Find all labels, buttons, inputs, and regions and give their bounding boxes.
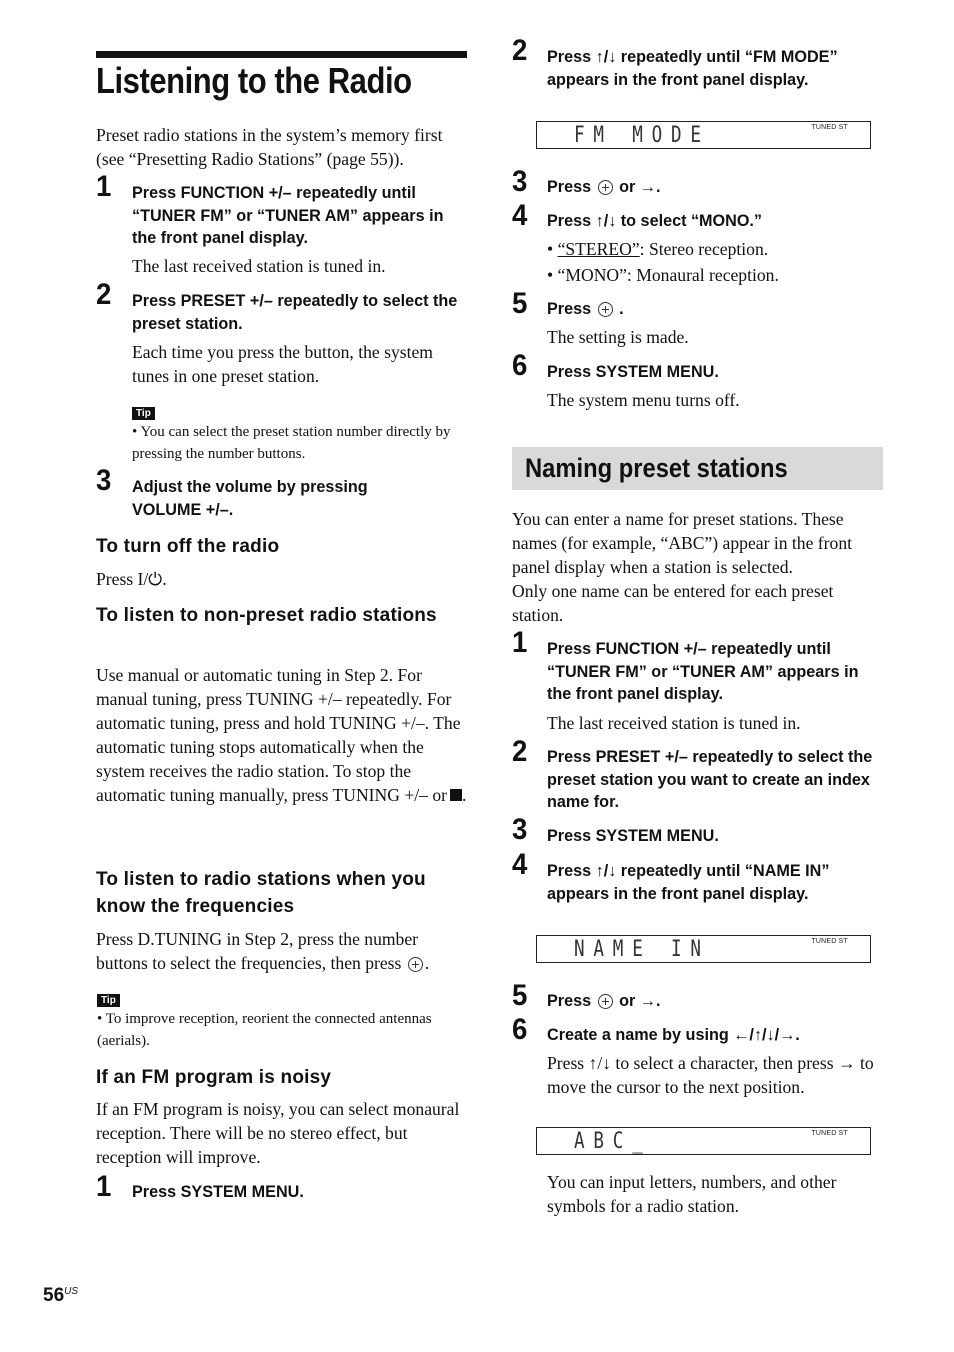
- stereo-default-label: “STEREO”: [557, 239, 640, 259]
- lcd-display: [536, 121, 871, 149]
- enter-button-icon: [408, 957, 423, 972]
- subheading-non-preset: To listen to non-preset radio stations: [96, 605, 437, 626]
- enter-button-icon: [598, 180, 613, 195]
- step-number: 3: [512, 813, 528, 846]
- step-instruction: Press SYSTEM MENU.: [547, 827, 719, 845]
- enter-button-icon: [598, 994, 613, 1009]
- closing-text: You can input letters, numbers, and other symbols for a radio station.: [547, 1172, 837, 1216]
- page-number-value: 56: [43, 1285, 65, 1306]
- step-note: The system menu turns off.: [547, 390, 740, 410]
- lcd-display: [536, 935, 871, 963]
- intro-text: Preset radio stations in the system’s memory first (see “Presetting Radio Stations” (page 55)).: [96, 125, 443, 169]
- step-number: 5: [512, 287, 528, 320]
- tip-badge: Tip: [132, 407, 155, 420]
- step-note: Each time you press the button, the system tunes in one preset station.: [132, 342, 433, 386]
- step-instruction: Press ↑/↓ repeatedly until “NAME IN” appears in the front panel display.: [547, 862, 830, 903]
- option-mono: • “MONO”: Monaural reception.: [547, 265, 779, 285]
- step-instruction: [547, 298, 867, 321]
- step-instruction: Press ↑/↓ repeatedly until “FM MODE” appears in the front panel display.: [547, 48, 838, 89]
- step-instruction: Press FUNCTION +/– repeatedly until “TUNER FM” or “TUNER AM” appears in the front panel display.: [132, 184, 444, 247]
- step-number: 6: [512, 1013, 528, 1046]
- step-number: 1: [96, 1170, 112, 1203]
- lcd-text: NAME IN: [574, 937, 710, 962]
- step-instruction: Press PRESET +/– repeatedly to select the preset station.: [132, 292, 458, 333]
- tip-text: • To improve reception, reorient the connected antennas (aerials).: [97, 1011, 432, 1049]
- page-title: Listening to the Radio: [96, 60, 412, 101]
- step-text-pre: Press: [547, 178, 592, 196]
- non-preset-body: Use manual or automatic tuning in Step 2. For manual tuning, press TUNING +/– repeatedly. For automatic tuning, press and hold TUNING +/–. The automatic tuning stops automatically when the system receives the radio station. To stop the automatic tuning manually, press TUNING +/– or: [96, 665, 461, 805]
- step-number: 2: [512, 735, 528, 768]
- subheading-turn-off: To turn off the radio: [96, 536, 280, 557]
- step-number: 3: [96, 464, 112, 497]
- section-intro-2: Only one name can be entered for each preset station.: [512, 581, 834, 625]
- turn-off-text: Press I/⏻.: [96, 569, 167, 589]
- step-instruction: [547, 176, 867, 199]
- step-text-post: or →.: [619, 178, 661, 196]
- step-number: 1: [96, 170, 112, 203]
- step-text-pre: Press: [547, 300, 592, 318]
- know-freq-text: Press D.TUNING in Step 2, press the number buttons to select the frequencies, then press .: [96, 929, 430, 973]
- step-number: 3: [512, 165, 528, 198]
- step-instruction: [547, 990, 867, 1013]
- step-number: 4: [512, 848, 528, 881]
- option-stereo: • “STEREO”: Stereo reception.: [547, 239, 769, 259]
- title-rule: [96, 51, 467, 58]
- subheading-noisy: If an FM program is noisy: [96, 1067, 332, 1088]
- lcd-indicator: TUNED ST: [811, 124, 848, 131]
- step-number: 6: [512, 349, 528, 382]
- step-instruction: Press SYSTEM MENU.: [547, 363, 719, 381]
- step-text-pre: Press: [547, 992, 592, 1010]
- lcd-indicator: TUNED ST: [811, 938, 848, 945]
- step-instruction: Adjust the volume by pressing VOLUME +/–.: [132, 478, 368, 519]
- step-note: Press ↑/↓ to select a character, then press → to move the cursor to the next position.: [547, 1053, 874, 1097]
- lcd-display: [536, 1127, 871, 1155]
- tip-text: • You can select the preset station number directly by pressing the number buttons.: [132, 424, 451, 462]
- step-text-post: .: [619, 300, 624, 318]
- step-instruction: Press ↑/↓ to select “MONO.”: [547, 212, 762, 230]
- know-freq-body: Press D.TUNING in Step 2, press the number buttons to select the frequencies, then press: [96, 929, 419, 973]
- step-number: 2: [96, 278, 112, 311]
- step-note: The last received station is tuned in.: [547, 713, 801, 733]
- stereo-desc: : Stereo reception.: [639, 239, 769, 259]
- noisy-text: If an FM program is noisy, you can select monaural reception. There will be no stereo effect, but reception will improve.: [96, 1099, 460, 1167]
- enter-button-icon: [598, 302, 613, 317]
- subheading-know-freq: To listen to radio stations when you know the frequencies: [96, 869, 426, 917]
- lcd-indicator: TUNED ST: [811, 1130, 848, 1137]
- step-instruction: Press SYSTEM MENU.: [132, 1183, 304, 1201]
- lcd-text: ABC_: [574, 1129, 652, 1154]
- step-number: 2: [512, 34, 528, 67]
- step-instruction: Press FUNCTION +/– repeatedly until “TUNER FM” or “TUNER AM” appears in the front panel display.: [547, 640, 859, 703]
- section-intro: You can enter a name for preset stations. These names (for example, “ABC”) appear in the front panel display when a station is selected.: [512, 509, 853, 577]
- tip-badge: Tip: [97, 994, 120, 1007]
- page-suffix: US: [64, 1286, 79, 1297]
- step-instruction: Press PRESET +/– repeatedly to select the preset station you want to create an index name for.: [547, 748, 873, 811]
- step-note: The setting is made.: [547, 327, 689, 347]
- non-preset-text: Use manual or automatic tuning in Step 2. For manual tuning, press TUNING +/– repeatedly. For automatic tuning, press and hold TUNING +/–. The automatic tuning stops automatically when the system receives the radio station. To stop the automatic tuning manually, press TUNING +/– or .: [96, 665, 467, 805]
- step-instruction: Create a name by using ←/↑/↓/→.: [547, 1026, 800, 1044]
- step-number: 5: [512, 979, 528, 1012]
- stop-icon: [450, 789, 462, 801]
- step-text-post: or →.: [619, 992, 661, 1010]
- step-note: The last received station is tuned in.: [132, 256, 386, 276]
- page-number: [43, 1285, 78, 1307]
- step-number: 1: [512, 626, 528, 659]
- section-title: Naming preset stations: [525, 453, 788, 483]
- step-number: 4: [512, 199, 528, 232]
- lcd-text: FM MODE: [574, 123, 710, 148]
